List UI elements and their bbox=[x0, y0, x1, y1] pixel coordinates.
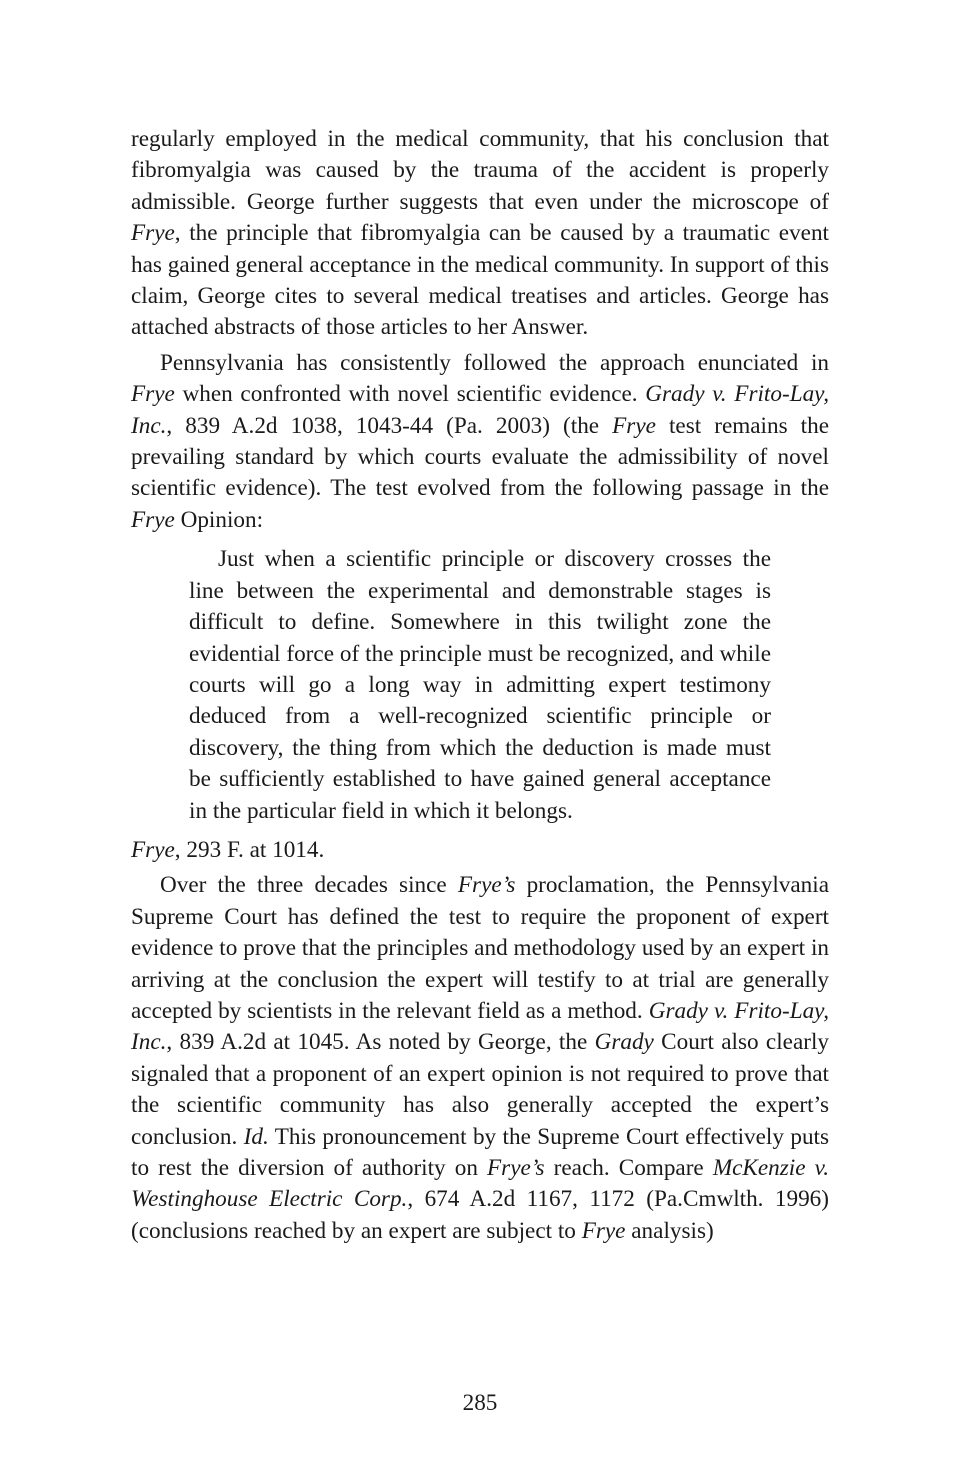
paragraph-1: regularly employed in the medical community, that his conclusion that fibromyalgia was caused by the trauma of the accident is properly admissible. George further suggests that even under the microscope of Frye, the principle that fibromyalgia can be caused by a traumatic event has gained general acceptance in the medical community. In support of this claim, George cites to several medical treatises and articles. George has attached abstracts of those articles to her Answer. bbox=[131, 126, 829, 341]
paragraph-2: Pennsylvania has consistently followed the approach enunciated in Frye when confronted with novel scientific evidence. Grady v. Frito-Lay, Inc., 839 A.2d 1038, 1043-44 (Pa. 2003) (the Frye test remains the prevailing standard by which courts evaluate the admissibility of novel scientific evidence). The test evolved from the following passage in the Frye Opinion: bbox=[131, 349, 829, 533]
quote-text: Just when a scientific principle or discovery crosses the line between the experimental and demonstrable stages is difficult to define. Somewhere in this twilight zone the evidential force of the principle must be recognized, and while courts will go a long way in admitting expert testimony deduced from a well-recognized scientific principle or discovery, the thing from which the deduction is made must be sufficiently established to have gained general acceptance in the particular field in which it belongs. bbox=[189, 546, 771, 824]
page-number: 285 bbox=[462, 1390, 498, 1416]
paragraph-3: Over the three decades since Frye’s proclamation, the Pennsylvania Supreme Court has defined the test to require the proponent of expert evidence to prove that the principles and methodology used by an expert in arriving at the conclusion the expert will testify to at trial are generally accepted by scientists in the relevant field as a method. Grady v. Frito-Lay, Inc., 839 A.2d at 1045. As noted by George, the Grady Court also clearly signaled that a proponent of an expert opinion is not required to prove that the scientific community has also generally accepted the expert’s conclusion. Id. This pronouncement by the Supreme Court effectively puts to rest the diversion of authority on Frye’s reach. Compare McKenzie v. Westinghouse Electric Corp., 674 A.2d 1167, 1172 (Pa.Cmwlth. 1996) (conclusions reached by an expert are subject to Frye analysis) bbox=[131, 872, 830, 1244]
block-quote bbox=[189, 544, 771, 827]
page-body bbox=[131, 124, 829, 1247]
quote-citation: Frye, 293 F. at 1014. bbox=[131, 836, 325, 863]
